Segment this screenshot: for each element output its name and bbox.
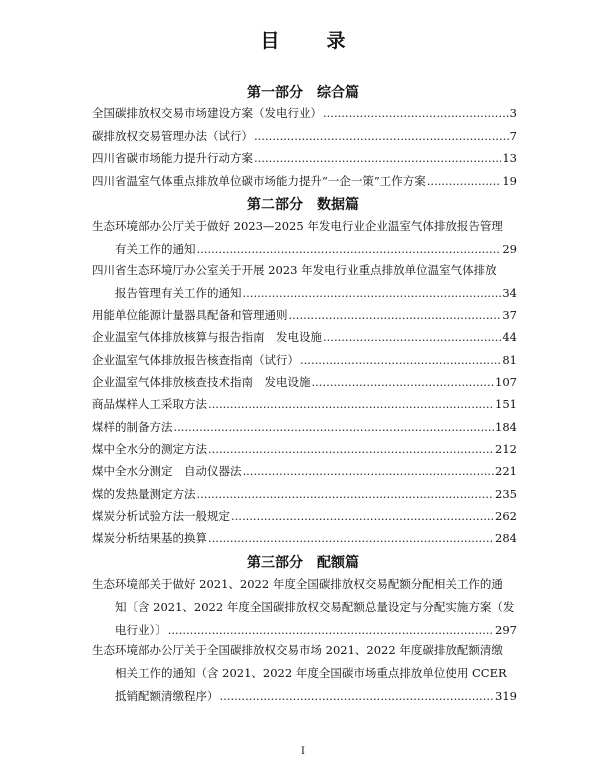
toc-entry[interactable] bbox=[92, 376, 517, 389]
entry-page: 221 bbox=[495, 464, 517, 478]
entry-page: 34 bbox=[502, 286, 517, 300]
toc-entry[interactable] bbox=[92, 309, 517, 322]
entry-title-line1: 生态环境部办公厅关于全国碳排放权交易市场 2021、2022 年度碳排放配额清缴 bbox=[92, 643, 503, 657]
leader-dots bbox=[323, 107, 509, 120]
entry-title-line1: 四川省生态环境厅办公室关于开展 2023 年发电行业重点排放单位温室气体排放 bbox=[92, 263, 497, 277]
leader-dots bbox=[427, 175, 502, 188]
toc-entry[interactable] bbox=[92, 175, 517, 188]
leader-dots bbox=[174, 421, 495, 434]
leader-dots bbox=[323, 331, 501, 344]
entry-page: 212 bbox=[495, 442, 517, 456]
toc-entry[interactable] bbox=[92, 443, 517, 456]
entry-title: 煤炭分析试验方法一般规定 bbox=[92, 509, 230, 523]
entry-title-line1: 生态环境部办公厅关于做好 2023—2025 年发电行业企业温室气体排放报告管理 bbox=[92, 219, 503, 233]
toc-entry[interactable] bbox=[92, 264, 517, 300]
toc-entry[interactable] bbox=[92, 130, 517, 143]
leader-dots bbox=[231, 510, 494, 523]
leader-dots bbox=[168, 624, 494, 637]
leader-dots bbox=[208, 398, 494, 411]
leader-dots bbox=[208, 532, 494, 545]
entry-page: 319 bbox=[495, 689, 517, 703]
entry-title: 报告管理有关工作的通知 bbox=[115, 286, 242, 300]
toc-entry[interactable] bbox=[92, 644, 517, 703]
section-heading-2: 第二部分 数据篇 bbox=[247, 197, 359, 213]
entry-title: 全国碳排放权交易市场建设方案（发电行业） bbox=[92, 106, 322, 120]
entry-title: 抵销配额清缴程序） bbox=[115, 689, 219, 703]
entry-title: 用能单位能源计量器具配备和管理通则 bbox=[92, 308, 288, 322]
toc-entry[interactable] bbox=[92, 578, 517, 637]
toc-title: 目 录 bbox=[260, 30, 360, 52]
entry-page: 13 bbox=[502, 151, 517, 165]
leader-dots bbox=[197, 243, 502, 256]
leader-dots bbox=[289, 309, 502, 322]
entry-page: 284 bbox=[495, 531, 517, 545]
entry-title: 四川省碳市场能力提升行动方案 bbox=[92, 151, 253, 165]
toc-entry[interactable] bbox=[92, 488, 517, 501]
toc-entry[interactable] bbox=[92, 152, 517, 165]
toc-entry[interactable] bbox=[92, 398, 517, 411]
entry-page: 235 bbox=[495, 487, 517, 501]
entry-title-line1: 生态环境部关于做好 2021、2022 年度全国碳排放权交易配额分配相关工作的通 bbox=[92, 577, 503, 591]
entry-page: 19 bbox=[502, 174, 517, 188]
entry-title: 企业温室气体排放核算与报告指南 发电设施 bbox=[92, 330, 322, 344]
leader-dots bbox=[220, 690, 495, 703]
toc-entry[interactable] bbox=[92, 532, 517, 545]
toc-entry[interactable] bbox=[92, 107, 517, 120]
entry-title-line2: 相关工作的通知（含 2021、2022 年度全国碳市场重点排放单位使用 CCER bbox=[115, 666, 507, 680]
leader-dots bbox=[300, 354, 501, 367]
entry-title: 四川省温室气体重点排放单位碳市场能力提升“一企一策”工作方案 bbox=[92, 174, 426, 188]
leader-dots bbox=[312, 376, 495, 389]
entry-title: 企业温室气体排放核查技术指南 发电设施 bbox=[92, 375, 311, 389]
leader-dots bbox=[197, 488, 495, 501]
entry-page: 107 bbox=[495, 375, 517, 389]
entry-page: 297 bbox=[495, 623, 517, 637]
entry-title: 电行业）〕 bbox=[115, 623, 167, 637]
toc-entry[interactable] bbox=[92, 354, 517, 367]
entry-page: 3 bbox=[509, 106, 517, 120]
entry-title: 商品煤样人工采取方法 bbox=[92, 397, 207, 411]
leader-dots bbox=[254, 130, 509, 143]
entry-page: 29 bbox=[502, 242, 517, 256]
entry-page: 81 bbox=[502, 353, 517, 367]
leader-dots bbox=[254, 152, 501, 165]
toc-entry[interactable] bbox=[92, 331, 517, 344]
entry-page: 151 bbox=[495, 397, 517, 411]
entry-title: 煤中全水分测定 自动仪器法 bbox=[92, 464, 242, 478]
leader-dots bbox=[243, 287, 502, 300]
entry-page: 7 bbox=[509, 129, 517, 143]
entry-page: 44 bbox=[502, 330, 517, 344]
entry-title: 企业温室气体排放报告核查指南（试行） bbox=[92, 353, 299, 367]
entry-title: 煤炭分析结果基的换算 bbox=[92, 531, 207, 545]
entry-title: 煤中全水分的测定方法 bbox=[92, 442, 207, 456]
entry-title: 碳排放权交易管理办法（试行） bbox=[92, 129, 253, 143]
section-heading-1: 第一部分 综合篇 bbox=[247, 85, 359, 101]
toc-entry[interactable] bbox=[92, 220, 517, 256]
entry-title: 煤样的制备方法 bbox=[92, 420, 173, 434]
entry-page: 262 bbox=[495, 509, 517, 523]
entry-title: 有关工作的通知 bbox=[115, 242, 196, 256]
section-heading-3: 第三部分 配额篇 bbox=[247, 555, 359, 571]
entry-title: 煤的发热量测定方法 bbox=[92, 487, 196, 501]
leader-dots bbox=[208, 443, 494, 456]
leader-dots bbox=[243, 465, 495, 478]
entry-title-line2: 知〔含 2021、2022 年度全国碳排放权交易配额总量设定与分配实施方案（发 bbox=[115, 600, 515, 614]
entry-page: 37 bbox=[502, 308, 517, 322]
toc-entry[interactable] bbox=[92, 465, 517, 478]
page-number: I bbox=[301, 746, 305, 757]
toc-entry[interactable] bbox=[92, 510, 517, 523]
entry-page: 184 bbox=[495, 420, 517, 434]
toc-entry[interactable] bbox=[92, 421, 517, 434]
